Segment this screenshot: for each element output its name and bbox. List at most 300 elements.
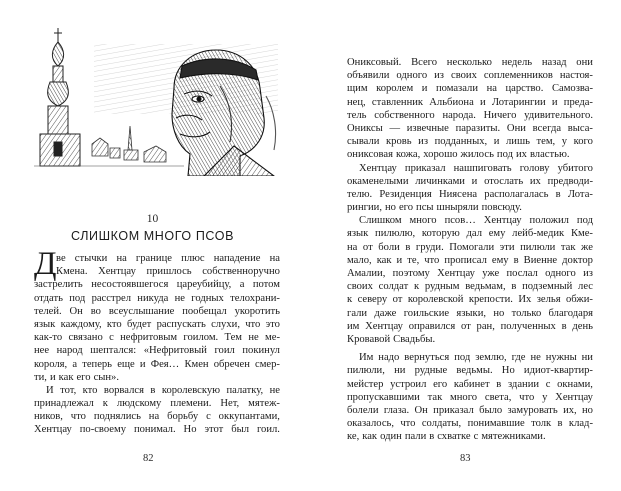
word: гоильские (403, 307, 450, 319)
word: окаменелыми (347, 175, 409, 187)
word: доктор (562, 254, 593, 266)
word: телю. (347, 188, 373, 200)
word: удивительного. (524, 109, 593, 121)
word: Их (518, 294, 532, 306)
word: Он (414, 404, 428, 416)
word: Хентцау (98, 266, 136, 278)
word: связано (68, 332, 103, 344)
word: один (380, 431, 402, 443)
word: из (583, 268, 593, 279)
word: полученных (500, 320, 556, 332)
word: его (76, 371, 91, 383)
word: несколько (446, 57, 492, 68)
word: идиот-квартир- (523, 365, 593, 377)
word: Но (501, 365, 515, 377)
text-line (347, 333, 593, 346)
word: сывали (347, 136, 380, 148)
word: принадлежал (34, 398, 94, 410)
word: понимал. (133, 424, 176, 436)
word: тель (347, 109, 367, 121)
text-line (34, 252, 280, 265)
text-line (347, 254, 593, 267)
word: Лота- (567, 188, 593, 200)
text-line (347, 293, 593, 306)
word: личинками (415, 175, 465, 187)
word: что (70, 411, 86, 423)
word: благодаря (548, 307, 593, 319)
word: отдать (34, 292, 63, 304)
word: не (248, 332, 259, 344)
word: которую (421, 228, 460, 240)
word: приказал (404, 162, 446, 174)
text-line (34, 292, 280, 305)
word: день (572, 320, 593, 332)
word: язык (347, 228, 369, 240)
word: положил (529, 215, 569, 227)
word: распускать (156, 318, 206, 330)
word: на (148, 411, 160, 423)
word: ему (488, 228, 506, 240)
word: поднялись (93, 411, 141, 423)
word: так (560, 241, 576, 253)
word: предводи- (547, 175, 593, 187)
word: смер- (255, 358, 280, 370)
word: никуда (137, 292, 169, 304)
word: на (486, 83, 497, 95)
word: что (519, 391, 535, 403)
word: к (347, 294, 353, 306)
word: на (269, 253, 280, 264)
word: его (433, 378, 448, 390)
word: кого (573, 136, 593, 148)
word: мятежниками. (481, 431, 546, 443)
word: здании (507, 378, 540, 390)
word: назад (541, 57, 567, 68)
text-line (34, 305, 280, 318)
word: пилюли (520, 241, 556, 253)
word: настоя- (559, 70, 593, 82)
word: и (49, 371, 56, 383)
word: груди. (415, 241, 444, 253)
word: собственноручно (202, 266, 280, 278)
word: Он (69, 305, 83, 317)
word: ставленник (371, 96, 424, 108)
word: те, (407, 254, 420, 266)
word: границе (135, 253, 172, 264)
word: с (109, 332, 114, 344)
word: Кме- (570, 228, 593, 240)
word: палатку, (226, 384, 264, 396)
word: как (376, 254, 392, 266)
word: их (515, 149, 527, 161)
text-line (347, 188, 593, 201)
word: на (347, 241, 358, 253)
word: И (46, 384, 54, 396)
word: от (460, 320, 471, 332)
word: стычки (74, 253, 108, 264)
word: паразиты. (455, 122, 501, 134)
word: в (496, 378, 502, 390)
text-line (347, 175, 593, 188)
word: нее (34, 345, 50, 357)
word: мало, (347, 254, 372, 266)
text-line (34, 423, 280, 436)
word: шныряли (436, 202, 479, 214)
word: ран, (476, 320, 495, 332)
word: болели (347, 404, 379, 416)
church-spire (40, 28, 80, 166)
word: их, (563, 404, 577, 416)
text-line (347, 135, 593, 148)
word: от (362, 241, 373, 253)
text-line (347, 430, 593, 443)
word: много (450, 391, 478, 403)
word: кто (106, 318, 122, 330)
word: пилюли, (347, 365, 385, 377)
word: объявили (347, 70, 390, 82)
text-line (34, 265, 280, 278)
word: его (398, 202, 414, 214)
word: укоротить (234, 305, 280, 317)
word: шептался: (90, 345, 137, 357)
word: «Нефритовый (143, 345, 207, 357)
word: от (392, 294, 403, 306)
word: застрелить (34, 279, 83, 291)
word: властью. (529, 149, 570, 161)
word: под (454, 352, 471, 364)
word: не (269, 384, 280, 396)
word: недель (501, 57, 533, 68)
word: тем, (536, 136, 556, 148)
chapter-title: СЛИШКОМ МНОГО ПСОВ (70, 229, 235, 243)
word: повсюду. (481, 202, 522, 214)
text-line (347, 96, 593, 109)
word: обречен (213, 358, 250, 370)
word: и (479, 96, 486, 108)
left-page-text (34, 252, 280, 437)
word: Но (183, 424, 197, 436)
word: расстрел (91, 292, 132, 304)
word: понимавшие (467, 418, 525, 430)
word: пропускавшими (347, 391, 420, 403)
word: было (479, 404, 503, 416)
text-line (347, 227, 593, 240)
word: поэтому (392, 268, 430, 279)
word: Хентцау (34, 424, 72, 436)
word: Хентцау (359, 162, 397, 174)
word: прописал (444, 254, 487, 266)
word: лес (578, 281, 593, 293)
word: с (206, 411, 211, 423)
word: телей. (34, 305, 62, 317)
word: не (174, 292, 186, 304)
word: ониксовая (347, 149, 393, 161)
word: а (72, 358, 78, 370)
text-line (347, 109, 593, 122)
word: вернуться (404, 352, 450, 364)
word: Им (359, 352, 374, 364)
word: соплеменников (483, 70, 553, 82)
word: Фея… (150, 358, 180, 370)
word: под (496, 149, 513, 161)
word: и (493, 136, 500, 148)
text-line (347, 162, 593, 175)
text-line (34, 358, 280, 371)
word: рудные (414, 365, 448, 377)
word: в (429, 431, 435, 443)
word: Виенне (523, 254, 558, 266)
word: из (434, 70, 444, 82)
text-line (34, 344, 280, 357)
word: уже (482, 268, 500, 279)
text-line (34, 318, 280, 331)
word: кровь (386, 136, 412, 148)
word: в (405, 241, 411, 253)
word: схватке (437, 431, 471, 443)
right-page (310, 0, 621, 491)
word: теперь (82, 358, 113, 370)
word: гоилом. (183, 332, 219, 344)
word: Ониксы (347, 122, 383, 134)
word: рудным (424, 281, 460, 293)
word: щим (347, 83, 368, 95)
word: на (116, 253, 127, 264)
word: северу (357, 294, 388, 306)
word: Хентцау (555, 391, 593, 403)
word: этот (204, 424, 224, 436)
word: нец, (347, 96, 366, 108)
word: оккупантами, (218, 411, 280, 423)
word: оправился (408, 320, 456, 332)
word: Резиденция (379, 188, 432, 200)
text-line (347, 56, 593, 69)
word: клад- (568, 418, 593, 430)
word: но (384, 202, 396, 214)
word: будет (126, 318, 152, 330)
word: и (551, 96, 558, 108)
word: Кмена. (56, 266, 88, 278)
word: нефритовым (120, 332, 178, 344)
text-line (347, 307, 593, 320)
word: лишь (505, 136, 530, 148)
chapter-number: 10 (146, 213, 159, 225)
word: под (576, 215, 593, 227)
word: в (511, 281, 517, 293)
word: у (542, 391, 548, 403)
word: Всего (411, 57, 438, 68)
word: своих (451, 70, 477, 82)
word: людскому (116, 398, 162, 410)
word: солдат (378, 281, 409, 293)
right-page-text (347, 56, 593, 443)
word: где (511, 352, 526, 364)
word: слухи, (211, 318, 240, 330)
text-line (347, 148, 593, 161)
text-line (347, 351, 593, 364)
text-line (347, 201, 593, 214)
word: кожа, (395, 149, 421, 161)
word: эти (499, 241, 515, 253)
word: подданных, (434, 136, 488, 148)
word: Альбиона (429, 96, 474, 108)
word: народ (56, 345, 83, 357)
word: голову (519, 162, 550, 174)
word: — (389, 122, 401, 134)
word: зелья (536, 294, 561, 306)
word: их (529, 175, 541, 187)
word: что (245, 318, 261, 330)
word: покинул (242, 345, 280, 357)
word: пилюлю, (375, 228, 416, 240)
word: как (58, 371, 74, 383)
word: это (265, 318, 280, 330)
word: пали (404, 431, 427, 443)
word: Слишком (359, 215, 402, 227)
word: отослать (484, 175, 524, 187)
word: лейб-медик (512, 228, 565, 240)
text-line (347, 378, 593, 391)
word: собственного (374, 109, 435, 121)
word: землю, (475, 352, 507, 364)
text-line (34, 397, 280, 410)
word: язык (34, 318, 56, 330)
word: в (555, 188, 561, 200)
word: потом (252, 279, 280, 291)
word: всеуслышание (108, 305, 175, 317)
word: послал (506, 268, 538, 279)
word: королевскую (161, 384, 221, 396)
page-number: 82 (143, 453, 154, 464)
word: устроил (390, 378, 427, 390)
word: рингии, (347, 202, 382, 214)
drop-cap-letter: Д (34, 246, 57, 282)
word: Они (506, 122, 526, 134)
word: своих (347, 281, 373, 293)
word: ве (56, 253, 66, 264)
word: Ниясена (438, 188, 478, 200)
word: солдаты, (421, 418, 462, 430)
word: плюс (181, 253, 205, 264)
word: псов… (444, 215, 476, 227)
word: гали (347, 307, 368, 319)
word: Тем (224, 332, 243, 344)
word: мейстер (347, 378, 384, 390)
word: сын». (93, 371, 119, 383)
word: Свадьбы. (393, 333, 436, 345)
word: что (424, 254, 440, 266)
word: ке, (347, 431, 360, 443)
word: с (473, 431, 479, 443)
word: они (576, 57, 593, 68)
left-page (0, 0, 305, 491)
word: оказалось, (347, 418, 394, 430)
word: ведьмы. (456, 365, 493, 377)
word: убитого (557, 162, 593, 174)
word: как-то (34, 332, 63, 344)
word: гоил (214, 345, 235, 357)
word: ни (394, 365, 406, 377)
text-line (347, 82, 593, 95)
word: а (239, 279, 245, 291)
word: Нет, (220, 398, 240, 410)
word: дал (466, 228, 483, 240)
word: ему (491, 254, 509, 266)
word: подземный (522, 281, 573, 293)
word: обжи- (566, 294, 593, 306)
word: к (413, 281, 420, 293)
word: годных (191, 292, 224, 304)
word: ворвался (103, 384, 144, 396)
word: в (557, 418, 563, 430)
word: но (582, 404, 593, 416)
text-line (347, 364, 593, 377)
word: нашпиговать (453, 162, 512, 174)
word: надо (378, 352, 400, 364)
word: ни (581, 352, 593, 364)
word: царство. (505, 83, 544, 95)
word: народа. (442, 109, 476, 121)
text-line (347, 404, 593, 417)
word: что (400, 418, 416, 430)
word: в (150, 384, 156, 396)
text-line (347, 391, 593, 404)
word: толк (531, 418, 552, 430)
word: Помогали (449, 241, 495, 253)
word: одного (396, 70, 428, 82)
sketch-church-and-goyl-illustration (34, 26, 278, 176)
word: только (511, 307, 542, 319)
word: жилось (460, 149, 494, 161)
word: как (362, 431, 378, 443)
word: одного (545, 268, 576, 279)
word: к (102, 398, 108, 410)
word: телохрани- (230, 292, 280, 304)
word: кабинет (453, 378, 490, 390)
word: хорошо (423, 149, 458, 161)
word: крепости. (468, 294, 513, 306)
word: нужны (545, 352, 577, 364)
word: с (545, 378, 551, 390)
word: языки, (456, 307, 487, 319)
text-line (347, 320, 593, 333)
word: Хентцау (483, 215, 522, 227)
word: еще (117, 358, 135, 370)
text-line (347, 214, 593, 227)
word: преда- (563, 96, 593, 108)
word: борьбу (167, 411, 199, 423)
text-line (347, 241, 593, 254)
word: приказал (433, 404, 474, 416)
text-line (347, 122, 593, 135)
word: им (347, 320, 360, 332)
word: же (581, 241, 593, 253)
text-line (347, 280, 593, 293)
word: племени. (170, 398, 212, 410)
word: под (69, 292, 86, 304)
word: цареубийцу, (176, 279, 232, 291)
word: и (471, 175, 478, 187)
word: Самозва- (551, 83, 593, 95)
text-line (34, 371, 280, 384)
text-line (347, 69, 593, 82)
text-line (34, 384, 280, 397)
word: несостоявшегося (91, 279, 169, 291)
word: ме- (265, 332, 280, 344)
chapter-illustration (34, 26, 278, 176)
page-number: 83 (460, 453, 471, 464)
word: был (231, 424, 249, 436)
word: в (513, 254, 519, 266)
